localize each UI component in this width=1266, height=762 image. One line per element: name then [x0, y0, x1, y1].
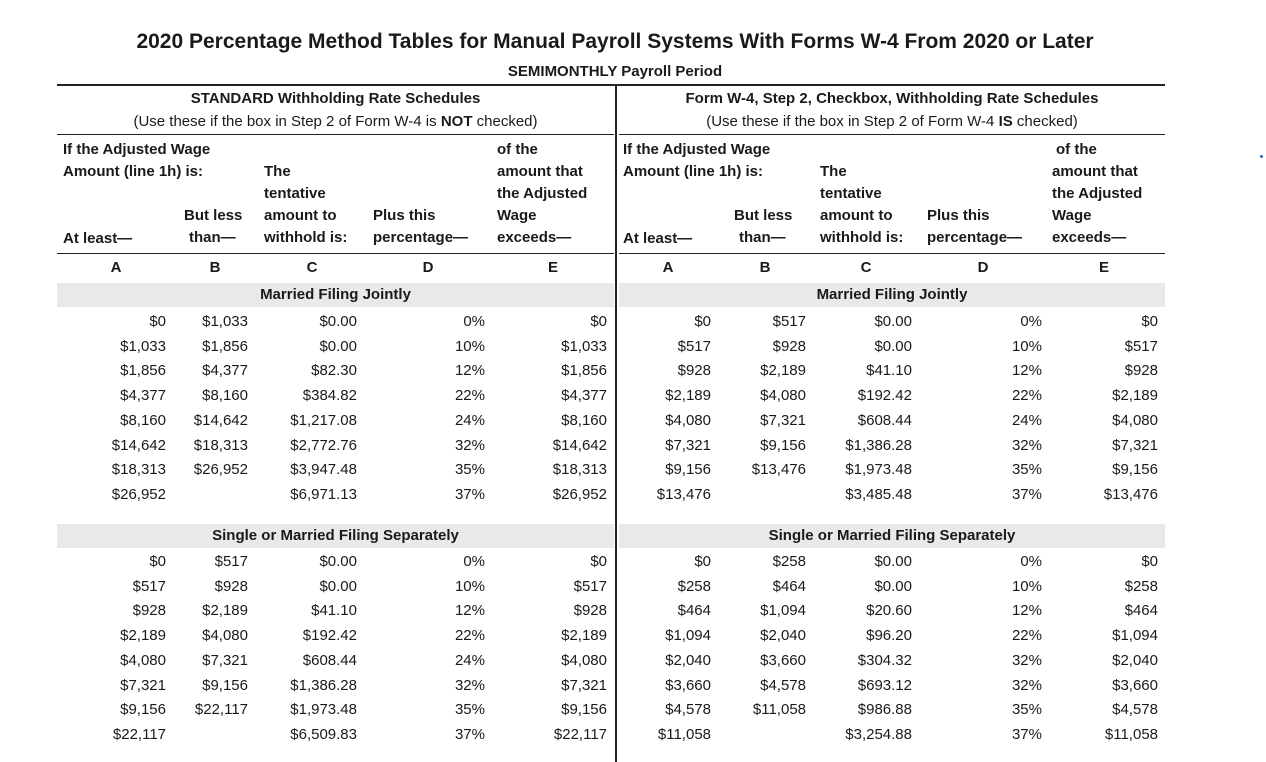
section-label-married-jointly-right: Married Filing Jointly: [816, 286, 968, 303]
cell-tentative-amount: $304.32: [857, 651, 912, 669]
header-text: Wage: [497, 207, 537, 224]
cell-but-less-than: $2,040: [760, 627, 806, 645]
header-text: Wage: [1052, 207, 1092, 224]
col-letter-c: C: [860, 259, 872, 276]
cell-but-less-than: $928: [772, 337, 806, 355]
cell-exceeds-amount: $1,856: [561, 362, 607, 380]
section-label-married-jointly-left: Married Filing Jointly: [260, 286, 411, 303]
cell-percentage: 37%: [1011, 485, 1042, 503]
cell-at-least: $7,321: [120, 676, 166, 694]
cell-but-less-than: $1,094: [760, 602, 806, 620]
right-schedule-note: [619, 113, 1165, 130]
cell-tentative-amount: $0.00: [874, 313, 912, 330]
header-text: exceeds—: [1052, 229, 1127, 246]
header-text: Amount (line 1h) is:: [63, 163, 203, 180]
cell-but-less-than: $9,156: [760, 436, 806, 454]
cell-exceeds-amount: $8,160: [561, 411, 607, 429]
cell-tentative-amount: $192.42: [857, 387, 912, 405]
header-text: of the: [497, 141, 538, 158]
cell-exceeds-amount: $2,189: [1112, 387, 1158, 405]
cell-exceeds-amount: $2,040: [1112, 651, 1158, 669]
cell-percentage: 32%: [1011, 676, 1042, 694]
cell-at-least: $928: [677, 362, 711, 380]
cell-percentage: 35%: [1011, 701, 1042, 719]
cell-tentative-amount: $0.00: [319, 553, 357, 570]
cell-percentage: 24%: [454, 411, 485, 429]
cell-percentage: 10%: [454, 337, 485, 355]
header-text: than—: [189, 229, 236, 246]
cell-percentage: 32%: [1011, 651, 1042, 669]
cell-at-least: $2,189: [665, 387, 711, 405]
right-note-text: (Use these if the box in Step 2 of Form W-4: [706, 113, 999, 130]
header-text: withhold is:: [820, 229, 904, 246]
cell-but-less-than: $11,058: [752, 701, 806, 719]
cell-exceeds-amount: $3,660: [1112, 676, 1158, 694]
cell-at-least: $22,117: [112, 725, 166, 743]
cell-percentage: 32%: [454, 436, 485, 454]
cell-at-least: $464: [677, 602, 711, 620]
cell-exceeds-amount: $517: [1124, 337, 1158, 355]
cell-percentage: 37%: [454, 485, 485, 503]
cell-exceeds-amount: $9,156: [561, 701, 607, 719]
cell-exceeds-amount: $464: [1124, 602, 1158, 620]
cell-percentage: 37%: [1011, 725, 1042, 743]
cell-tentative-amount: $1,973.48: [290, 701, 357, 719]
col-letter-d: D: [422, 259, 434, 276]
cell-but-less-than: $517: [214, 553, 248, 570]
cell-exceeds-amount: $4,080: [561, 651, 607, 669]
cell-but-less-than: $258: [772, 553, 806, 570]
right-header-tentative: [820, 161, 903, 249]
cell-tentative-amount: $6,509.83: [290, 725, 357, 743]
cell-but-less-than: $8,160: [202, 387, 248, 405]
left-note-emphasis: NOT: [440, 113, 473, 130]
cell-but-less-than: $4,080: [202, 627, 248, 645]
cell-exceeds-amount: $2,189: [561, 627, 607, 645]
cell-at-least: $26,952: [111, 485, 166, 503]
cell-at-least: $2,189: [120, 627, 166, 645]
cell-percentage: 12%: [454, 602, 485, 620]
header-text: But less: [734, 207, 793, 224]
cell-tentative-amount: $608.44: [857, 411, 912, 429]
payroll-period-subtitle: SEMIMONTHLY Payroll Period: [507, 63, 723, 80]
cell-but-less-than: $928: [214, 577, 248, 595]
cell-at-least: $4,080: [120, 651, 166, 669]
header-rule-left: [57, 253, 614, 254]
cell-percentage: 0%: [463, 313, 485, 330]
cell-at-least: $13,476: [656, 485, 711, 503]
cell-percentage: 24%: [1011, 411, 1042, 429]
section-label-single-left: Single or Married Filing Separately: [212, 527, 459, 544]
cell-exceeds-amount: $4,578: [1112, 701, 1158, 719]
cell-at-least: $517: [677, 337, 711, 355]
left-header-adjusted-wage: [63, 139, 210, 183]
col-letter-a: A: [662, 259, 674, 276]
cell-tentative-amount: $693.12: [857, 676, 912, 694]
right-header-adjusted-wage: [623, 139, 770, 183]
cell-percentage: 12%: [454, 362, 485, 380]
header-text: amount that: [497, 163, 583, 180]
cell-tentative-amount: $1,386.28: [290, 676, 357, 694]
cell-percentage: 22%: [454, 387, 485, 405]
right-header-at-least: At least—: [623, 230, 693, 247]
cell-but-less-than: $1,856: [202, 337, 248, 355]
cell-but-less-than: $7,321: [202, 651, 248, 669]
right-header-but-less: [734, 205, 792, 249]
cell-at-least: $1,094: [665, 627, 711, 645]
section-label-single-right: Single or Married Filing Separately: [768, 527, 1016, 544]
cell-at-least: $517: [132, 577, 166, 595]
cell-tentative-amount: $41.10: [866, 362, 912, 380]
cell-exceeds-amount: $4,080: [1112, 411, 1158, 429]
col-letter-d: D: [977, 259, 989, 276]
page-title: 2020 Percentage Method Tables for Manual Payroll Systems With Forms W-4 From 2020 or Later: [136, 30, 1094, 53]
cell-exceeds-amount: $26,952: [552, 485, 607, 503]
header-text: The: [820, 163, 847, 180]
cell-tentative-amount: $3,254.88: [845, 725, 912, 743]
cell-percentage: 35%: [454, 461, 485, 479]
header-text: amount that: [1052, 163, 1138, 180]
cell-exceeds-amount: $13,476: [1103, 485, 1158, 503]
cell-at-least: $0: [694, 553, 711, 570]
left-note-text: (Use these if the box in Step 2 of Form W-4 is: [133, 113, 441, 130]
cell-percentage: 10%: [1011, 577, 1042, 595]
header-text: amount to: [820, 207, 893, 224]
cell-percentage: 32%: [454, 676, 485, 694]
cell-exceeds-amount: $4,377: [561, 387, 607, 405]
cell-but-less-than: $2,189: [760, 362, 806, 380]
cell-at-least: $1,856: [120, 362, 166, 380]
cell-tentative-amount: $986.88: [857, 701, 912, 719]
left-header-of-the-amount: [497, 139, 587, 249]
cell-exceeds-amount: $258: [1124, 577, 1158, 595]
header-text: of the: [1056, 141, 1097, 158]
left-header-plus-percentage: [373, 205, 468, 249]
cell-exceeds-amount: $7,321: [1112, 436, 1158, 454]
left-schedule-note: [57, 113, 614, 130]
cell-at-least: $9,156: [665, 461, 711, 479]
cell-but-less-than: $4,377: [202, 362, 248, 380]
header-text: withhold is:: [264, 229, 348, 246]
header-text: exceeds—: [497, 229, 572, 246]
cell-tentative-amount: $384.82: [302, 387, 357, 405]
cell-tentative-amount: $0.00: [874, 553, 912, 570]
cell-at-least: $8,160: [120, 411, 166, 429]
cell-at-least: $258: [677, 577, 711, 595]
cell-tentative-amount: $0.00: [319, 313, 357, 330]
header-text: amount to: [264, 207, 337, 224]
schedule-heading-rule-right: [619, 134, 1165, 135]
cell-at-least: $7,321: [665, 436, 711, 454]
header-text: than—: [739, 229, 786, 246]
cell-tentative-amount: $3,485.48: [845, 485, 912, 503]
cell-tentative-amount: $3,947.48: [290, 461, 357, 479]
right-schedule-heading: Form W-4, Step 2, Checkbox, Withholding Rate Schedules: [685, 90, 1099, 107]
header-text: The: [264, 163, 291, 180]
cell-but-less-than: $13,476: [751, 461, 806, 479]
left-note-text-end: checked): [472, 113, 538, 130]
left-header-at-least: At least—: [63, 230, 133, 247]
cell-exceeds-amount: $517: [573, 577, 607, 595]
left-header-but-less: [184, 205, 242, 249]
left-header-tentative: [264, 161, 347, 249]
cell-exceeds-amount: $928: [1124, 362, 1158, 380]
header-text: If the Adjusted Wage: [63, 141, 211, 158]
cell-tentative-amount: $20.60: [866, 602, 912, 620]
cell-exceeds-amount: $22,117: [553, 725, 607, 743]
cell-at-least: $2,040: [665, 651, 711, 669]
cell-exceeds-amount: $11,058: [1104, 725, 1158, 743]
cell-exceeds-amount: $7,321: [561, 676, 607, 694]
header-rule-right: [619, 253, 1165, 254]
cell-at-least: $14,642: [111, 436, 166, 454]
cell-tentative-amount: $0.00: [874, 577, 912, 595]
right-header-plus-percentage: [927, 205, 1022, 249]
col-letter-b: B: [209, 259, 221, 276]
cell-tentative-amount: $82.30: [311, 362, 357, 380]
cell-exceeds-amount: $14,642: [552, 436, 607, 454]
cell-at-least: $928: [132, 602, 166, 620]
cell-but-less-than: $517: [772, 313, 806, 330]
cell-exceeds-amount: $9,156: [1112, 461, 1158, 479]
cell-percentage: 32%: [1011, 436, 1042, 454]
cell-percentage: 22%: [1011, 627, 1042, 645]
header-text: percentage—: [373, 229, 469, 246]
cell-exceeds-amount: $1,094: [1112, 627, 1158, 645]
cell-exceeds-amount: $928: [573, 602, 607, 620]
col-letter-b: B: [759, 259, 771, 276]
cell-tentative-amount: $2,772.76: [290, 436, 357, 454]
col-letter-a: A: [110, 259, 122, 276]
schedule-heading-rule-left: [57, 134, 614, 135]
cell-tentative-amount: $0.00: [874, 337, 912, 355]
cell-exceeds-amount: $1,033: [561, 337, 607, 355]
cell-tentative-amount: $6,971.13: [290, 485, 357, 503]
cell-at-least: $0: [149, 313, 166, 330]
cell-percentage: 10%: [454, 577, 485, 595]
cell-but-less-than: $3,660: [760, 651, 806, 669]
cell-but-less-than: $464: [772, 577, 806, 595]
header-text: tentative: [264, 185, 326, 202]
cell-exceeds-amount: $18,313: [552, 461, 607, 479]
cell-percentage: 22%: [1011, 387, 1042, 405]
top-rule: [57, 84, 1165, 86]
cell-tentative-amount: $1,386.28: [845, 436, 912, 454]
cell-at-least: $3,660: [665, 676, 711, 694]
cell-at-least: $4,578: [665, 701, 711, 719]
cell-but-less-than: $26,952: [193, 461, 248, 479]
cell-percentage: 0%: [1020, 313, 1042, 330]
cell-percentage: 12%: [1011, 602, 1042, 620]
cell-percentage: 12%: [1011, 362, 1042, 380]
cell-tentative-amount: $192.42: [302, 627, 357, 645]
cell-tentative-amount: $1,973.48: [845, 461, 912, 479]
cell-tentative-amount: $1,217.08: [290, 411, 357, 429]
cell-but-less-than: $4,578: [760, 676, 806, 694]
cell-but-less-than: $2,189: [202, 602, 248, 620]
cell-percentage: 24%: [454, 651, 485, 669]
cell-but-less-than: $22,117: [194, 701, 248, 719]
cell-percentage: 22%: [454, 627, 485, 645]
header-text: But less: [184, 207, 243, 224]
header-text: Plus this: [373, 207, 436, 224]
header-text: the Adjusted: [497, 185, 588, 202]
cell-but-less-than: $1,033: [202, 313, 248, 330]
cell-tentative-amount: $0.00: [319, 577, 357, 595]
cell-at-least: $9,156: [120, 701, 166, 719]
cell-tentative-amount: $41.10: [311, 602, 357, 620]
cell-exceeds-amount: $0: [590, 553, 607, 570]
cell-percentage: 0%: [463, 553, 485, 570]
cell-but-less-than: $7,321: [760, 411, 806, 429]
cell-exceeds-amount: $0: [1141, 313, 1158, 330]
cell-exceeds-amount: $0: [1141, 553, 1158, 570]
header-text: tentative: [820, 185, 882, 202]
col-letter-c: C: [306, 259, 318, 276]
header-text: Plus this: [927, 207, 990, 224]
cell-but-less-than: $14,642: [193, 411, 248, 429]
stray-dot-mark: [1260, 155, 1263, 158]
left-schedule-heading: STANDARD Withholding Rate Schedules: [190, 90, 481, 107]
header-text: percentage—: [927, 229, 1023, 246]
cell-at-least: $11,058: [657, 725, 711, 743]
cell-percentage: 35%: [1011, 461, 1042, 479]
cell-at-least: $0: [694, 313, 711, 330]
header-text: If the Adjusted Wage: [623, 141, 771, 158]
cell-exceeds-amount: $0: [590, 313, 607, 330]
right-note-emphasis: IS: [998, 113, 1013, 130]
cell-at-least: $1,033: [120, 337, 166, 355]
header-text: Amount (line 1h) is:: [623, 163, 763, 180]
cell-at-least: $4,377: [120, 387, 166, 405]
header-text: the Adjusted: [1052, 185, 1143, 202]
cell-at-least: $18,313: [111, 461, 166, 479]
cell-tentative-amount: $96.20: [866, 627, 912, 645]
cell-percentage: 10%: [1011, 337, 1042, 355]
col-letter-e: E: [547, 259, 558, 276]
cell-at-least: $0: [149, 553, 166, 570]
cell-tentative-amount: $0.00: [319, 337, 357, 355]
cell-percentage: 35%: [454, 701, 485, 719]
cell-tentative-amount: $608.44: [302, 651, 357, 669]
cell-percentage: 0%: [1020, 553, 1042, 570]
right-note-text-end: checked): [1012, 113, 1078, 130]
right-header-of-the-amount: [1052, 139, 1142, 249]
cell-percentage: 37%: [454, 725, 485, 743]
cell-but-less-than: $18,313: [193, 436, 248, 454]
cell-but-less-than: $4,080: [760, 387, 806, 405]
col-letter-e: E: [1098, 259, 1109, 276]
cell-but-less-than: $9,156: [202, 676, 248, 694]
cell-at-least: $4,080: [665, 411, 711, 429]
